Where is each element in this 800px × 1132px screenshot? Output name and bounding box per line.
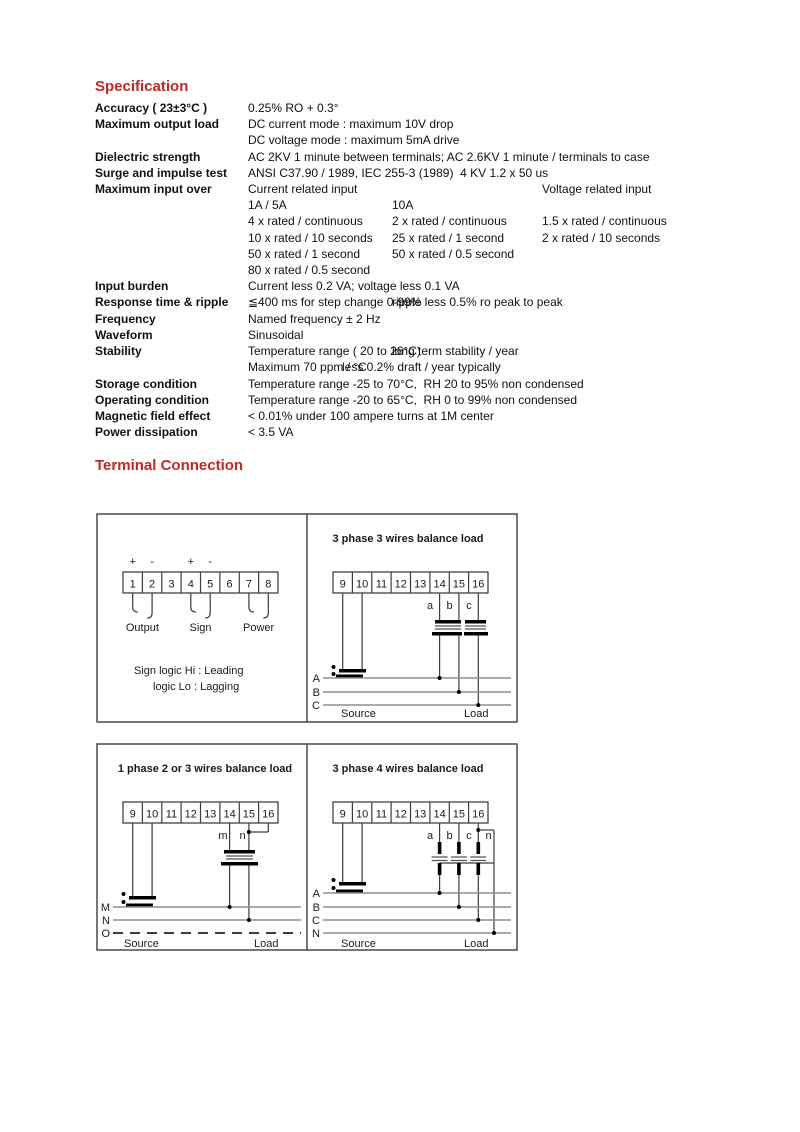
- minus-sign: -: [208, 556, 213, 568]
- terminal-strip-1-8: [123, 572, 278, 593]
- terminal-strip-9-16: [333, 572, 488, 593]
- spec-row: [0, 294, 800, 311]
- phase-label: B: [312, 687, 320, 699]
- junction-dot: [247, 918, 251, 922]
- phase-label: A: [312, 673, 320, 685]
- pt-label-n: n: [485, 830, 492, 842]
- plus-sign: +: [187, 556, 195, 568]
- diagram-title: 3 phase 4 wires balance load: [332, 763, 484, 775]
- spec-label: Magnetic field effect: [95, 409, 211, 423]
- terminal-number: 14: [433, 578, 446, 591]
- terminal-number: 16: [472, 578, 485, 591]
- terminal-number: 10: [355, 578, 369, 591]
- terminal-box-bottom: [96, 743, 518, 951]
- terminal-number: 11: [375, 578, 388, 591]
- spec-row: [0, 327, 800, 344]
- spec-label: Surge and impulse test: [95, 166, 228, 180]
- phase-label: N: [312, 928, 320, 940]
- spec-value: DC voltage mode : maximum 5mA drive: [248, 133, 460, 147]
- phase-label: N: [102, 915, 110, 927]
- spec-label: Maximum output load: [95, 117, 219, 131]
- spec-value: 2 x rated / 10 seconds: [542, 231, 661, 245]
- spec-row: [0, 311, 800, 328]
- spec-value: 25 x rated / 1 second: [392, 231, 505, 245]
- spec-value: 4 x rated / continuous: [248, 214, 363, 228]
- junction-dot: [228, 905, 232, 909]
- terminal-number: 9: [129, 808, 136, 821]
- pt-label-c: c: [466, 600, 472, 612]
- spec-value: Temperature range -20 to 65°C, RH 0 to 99% non condensed: [248, 393, 577, 407]
- spec-row: [0, 246, 800, 263]
- junction-dot: [438, 891, 442, 895]
- spec-value: Sinusoidal: [248, 328, 304, 342]
- spec-value: Current related input: [248, 182, 358, 196]
- terminal-number: 9: [339, 578, 346, 591]
- junction-dot: [476, 918, 480, 922]
- polarity-dot: [332, 672, 336, 676]
- polarity-dot: [332, 878, 336, 882]
- spec-value: 2 x rated / continuous: [392, 214, 507, 228]
- specification-heading: Specification: [95, 78, 189, 95]
- spec-row: [0, 278, 800, 295]
- phase-label: O: [101, 928, 110, 940]
- spec-row: [0, 132, 800, 149]
- terminal-number: 10: [355, 808, 369, 821]
- terminal-number: 11: [165, 808, 178, 821]
- spec-row: [0, 424, 800, 441]
- plus-sign: +: [129, 556, 136, 568]
- terminal-number: 16: [262, 808, 275, 821]
- terminal-number: 3: [168, 578, 175, 591]
- pt-label-b: b: [446, 600, 453, 612]
- terminal-number: 13: [414, 808, 427, 821]
- pt-label-n: n: [239, 830, 246, 842]
- spec-label: Dielectric strength: [95, 150, 201, 164]
- load-label: Load: [254, 938, 279, 950]
- terminal-number: 10: [145, 808, 159, 821]
- spec-value: 50 x rated / 0.5 second: [392, 247, 515, 261]
- polarity-dot: [122, 900, 126, 904]
- spec-value: 0.25% RO + 0.3°: [248, 101, 339, 115]
- junction-dot: [247, 830, 251, 834]
- source-label: Source: [124, 938, 159, 950]
- power-group-label: Power: [243, 622, 275, 634]
- source-label: Source: [341, 938, 376, 950]
- spec-row: [0, 392, 800, 409]
- spec-value: 80 x rated / 0.5 second: [248, 263, 371, 277]
- terminal-number: 4: [187, 578, 194, 591]
- pt-label-c: c: [466, 830, 472, 842]
- spec-value: AC 2KV 1 minute between terminals; AC 2.6KV 1 minute / terminals to case: [248, 150, 650, 164]
- spec-row: [0, 116, 800, 133]
- terminal-number: 13: [414, 578, 427, 591]
- spec-label: Waveform: [95, 328, 153, 342]
- spec-label: Accuracy ( 23±3°C ): [95, 101, 208, 115]
- spec-row: [0, 262, 800, 279]
- spec-label: Stability: [95, 344, 142, 358]
- spec-row: [0, 181, 800, 198]
- pt-label-b: b: [446, 830, 453, 842]
- diagram-title: 1 phase 2 or 3 wires balance load: [117, 763, 293, 775]
- spec-row: [0, 213, 800, 230]
- terminal-strip-9-16: [333, 802, 488, 823]
- spec-label: Frequency: [95, 312, 156, 326]
- junction-dot: [476, 703, 480, 707]
- polarity-dot: [332, 886, 336, 890]
- load-label: Load: [464, 938, 489, 950]
- sign-group-label: Sign: [189, 622, 212, 634]
- spec-value: Temperature range -25 to 70°C, RH 20 to 95% non condensed: [248, 377, 584, 391]
- spec-label: Storage condition: [95, 377, 197, 391]
- terminal-number: 9: [339, 808, 346, 821]
- terminal-strip-9-16: [123, 802, 278, 823]
- terminal-number: 14: [433, 808, 446, 821]
- terminal-number: 11: [375, 808, 388, 821]
- phase-label: C: [312, 700, 320, 712]
- terminal-number: 7: [245, 578, 252, 591]
- junction-dot: [457, 690, 461, 694]
- phase-label: M: [100, 902, 110, 914]
- spec-label: Operating condition: [95, 393, 209, 407]
- spec-row: [0, 197, 800, 214]
- terminal-number: 5: [207, 578, 214, 591]
- polarity-dot: [332, 665, 336, 669]
- spec-row: [0, 359, 800, 376]
- output-group-label: Output: [125, 622, 159, 634]
- terminal-connection-heading: Terminal Connection: [95, 457, 244, 474]
- spec-row: [0, 149, 800, 166]
- pt-label-m: m: [218, 830, 228, 842]
- terminal-number: 2: [149, 578, 156, 591]
- spec-value: 10A: [392, 198, 414, 212]
- phase-label: B: [312, 902, 320, 914]
- terminal-number: 13: [204, 808, 217, 821]
- spec-value: 1.5 x rated / continuous: [542, 214, 667, 228]
- terminal-box-top: [96, 513, 518, 723]
- terminal-number: 14: [223, 808, 236, 821]
- junction-dot: [438, 676, 442, 680]
- polarity-dot: [122, 892, 126, 896]
- junction-dot: [492, 931, 496, 935]
- terminal-number: 15: [242, 808, 256, 821]
- pt-label-a: a: [426, 600, 434, 612]
- spec-label: Input burden: [95, 279, 169, 293]
- spec-row: [0, 343, 800, 360]
- terminal-number: 12: [184, 808, 197, 821]
- junction-dot: [457, 905, 461, 909]
- spec-value: 10 x rated / 10 seconds: [248, 231, 373, 245]
- spec-value: ≦400 ms for step change 0-99%: [248, 295, 422, 309]
- spec-row: [0, 408, 800, 425]
- terminal-number: 1: [129, 578, 136, 591]
- terminal-number: 8: [265, 578, 272, 591]
- spec-value: 50 x rated / 1 second: [248, 247, 361, 261]
- spec-value: Temperature range ( 20 to 26°C): [248, 344, 421, 358]
- load-label: Load: [464, 708, 489, 720]
- spec-value: Current less 0.2 VA; voltage less 0.1 VA: [248, 279, 460, 293]
- diagram-title: 3 phase 3 wires balance load: [332, 533, 484, 545]
- phase-label: C: [312, 915, 320, 927]
- terminal-number: 15: [452, 578, 466, 591]
- spec-value: 1A / 5A: [248, 198, 287, 212]
- spec-label: Response time & ripple: [95, 295, 229, 309]
- spec-value: Named frequency ± 2 Hz: [248, 312, 381, 326]
- spec-value: ANSI C37.90 / 1989, IEC 255-3 (1989) 4 KV 1.2 x 50 us: [248, 166, 549, 180]
- spec-row: [0, 165, 800, 182]
- spec-value: less 0.2% draft / year typically: [342, 360, 501, 374]
- terminal-number: 15: [452, 808, 466, 821]
- source-label: Source: [341, 708, 376, 720]
- terminal-number: 12: [394, 808, 407, 821]
- sign-logic-note-1: Sign logic Hi : Leading: [134, 665, 244, 677]
- spec-value: long term stability / year: [392, 344, 519, 358]
- spec-value: Voltage related input: [542, 182, 652, 196]
- spec-row: [0, 230, 800, 247]
- spec-row: [0, 100, 800, 117]
- pt-label-a: a: [426, 830, 434, 842]
- minus-sign: -: [150, 556, 154, 568]
- spec-value: DC current mode : maximum 10V drop: [248, 117, 454, 131]
- phase-label: A: [312, 888, 320, 900]
- spec-value: Maximum 70 ppm / °C: [248, 360, 367, 374]
- sign-logic-note-2: logic Lo : Lagging: [153, 681, 240, 693]
- terminal-number: 16: [472, 808, 485, 821]
- spec-value: < 0.01% under 100 ampere turns at 1M center: [248, 409, 494, 423]
- terminal-number: 12: [394, 578, 407, 591]
- spec-value: < 3.5 VA: [248, 425, 294, 439]
- spec-row: [0, 376, 800, 393]
- spec-value: ripple less 0.5% ro peak to peak: [392, 295, 563, 309]
- spec-label: Maximum input over: [95, 182, 212, 196]
- terminal-number: 6: [226, 578, 233, 591]
- spec-label: Power dissipation: [95, 425, 198, 439]
